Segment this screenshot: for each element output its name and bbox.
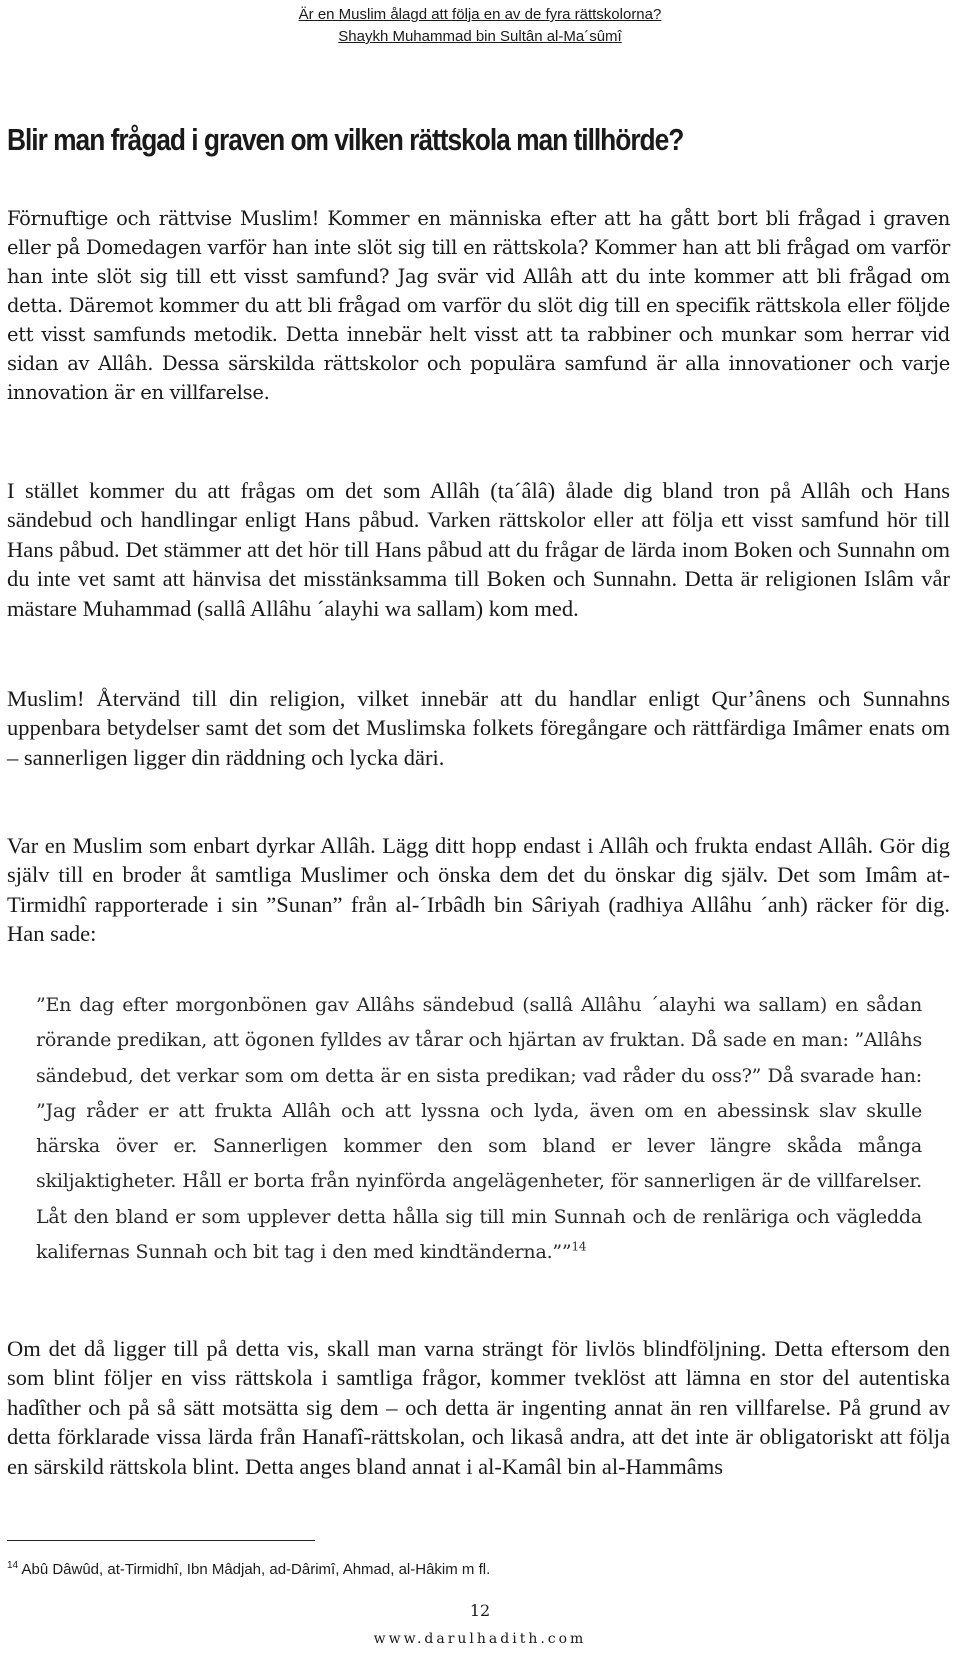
hadith-quote (36, 988, 922, 1270)
paragraph-4: Var en Muslim som enbart dyrkar Allâh. Lägg ditt hopp endast i Allâh och frukta endast Allâh. Gör dig själv till en broder åt samtliga Muslimer och önska dem det du önskar dig själv. Det som Imâm at-Tirmidhî rapporterade i sin ”Sunan” från al-´Irbâdh bin Sâriyah (radhiya Allâhu ´anh) räcker för dig. Han sade: (7, 833, 950, 947)
website-footer[interactable]: www.darulhadith.com (373, 1631, 587, 1647)
header-author: Shaykh Muhammad bin Sultân al-Ma´sûmî (338, 28, 622, 45)
footnote-divider (7, 1540, 315, 1541)
footnote (7, 1560, 907, 1580)
paragraph-1: Förnuftige och rättvise Muslim! Kommer en människa efter att ha gått bort bli frågad i graven eller på Domedagen varför han inte slöt sig till en rättskola? Kommer han att bli frågad om varför han inte slöt sig till ett visst samfund? Jag svär vid Allâh att du inte kommer att bli frågad om detta. Däremot kommer du att bli frågad om varför du slöt dig till en specifik rättskola eller följde ett visst samfunds metodik. Detta innebär helt visst att ta rabbiner och munkar som herrar vid sidan av Allâh. Dessa särskilda rättskolor och populära samfund är alla innovationer och varje innovation är en villfarelse. (7, 207, 950, 404)
running-header (0, 4, 960, 48)
page-number: 12 (469, 1601, 491, 1620)
paragraph-3: Muslim! Återvänd till din religion, vilket innebär att du handlar enligt Qur’ânens och Sunnahns uppenbara betydelser samt det som det Muslimska folkets föregångare och rättfärdiga Imâmer enats om – sannerligen ligger din räddning och lycka däri. (7, 686, 950, 770)
quote-text: ”En dag efter morgonbönen gav Allâhs sändebud (sallâ Allâhu ´alayhi wa sallam) en sådan rörande predikan, att ögonen fylldes av tårar och hjärtan av fruktan. Då sade en man: ”Allâhs sändebud, det verkar som om detta är en sista predikan; vad råder du oss?” Då svarade han: ”Jag råder er att frukta Allâh och att lyssna och lyda, även om en abessinsk slav skulle härska över er. Sannerligen kommer den som bland er lever längre skåda många skiljaktigheter. Håll er borta från nyinförda angelägenheter, för sannerligen är de villfarelser. Låt den bland er som upplever detta hålla sig till min Sunnah och de renläriga och vägledda kalifernas Sunnah och bit tag i den med kindtänderna.”” (36, 994, 922, 1264)
footnote-text: Abû Dâwûd, at-Tirmidhî, Ibn Mâdjah, ad-Dârimî, Ahmad, al-Hâkim m fl. (21, 1561, 491, 1578)
footnote-number: 14 (7, 1560, 19, 1571)
closing-paragraph: Om det då ligger till på detta vis, skall man varna strängt för livlös blindföljning. Detta eftersom den som blint följer en viss rättskola i samtliga frågor, kommer tveklöst att lämna en stor del autentiska hadîther och på så sätt motsätta sig dem – och detta är ingenting annat än ren villfarelse. På grund av detta förklarade vissa lärda från Hanafî-rättskolan, och likaså andra, att det inte är obligatoriskt att följa en särskild rättskola blint. Detta anges bland annat i al-Kamâl bin al-Hammâms (7, 1336, 950, 1479)
section-heading: Blir man frågad i graven om vilken rättskola man tillhörde? (7, 122, 684, 157)
footnote-reference[interactable]: 14 (571, 1239, 587, 1254)
header-title: Är en Muslim ålagd att följa en av de fyra rättskolorna? (298, 6, 662, 23)
paragraph-2: I stället kommer du att frågas om det som Allâh (ta´âlâ) ålade dig bland tron på Allâh och Hans sändebud och handlingar enligt Hans påbud. Varken rättskolor eller att följa ett visst samfund hör till Hans påbud. Det stämmer att det hör till Hans påbud att du frågar de lärda inom Boken och Sunnahn om du inte vet samt att hänvisa det misstänksamma till Boken och Sunnahn. Detta är religionen Islâm vår mästare Muhammad (sallâ Allâhu ´alayhi wa sallam) kom med. (7, 478, 950, 621)
